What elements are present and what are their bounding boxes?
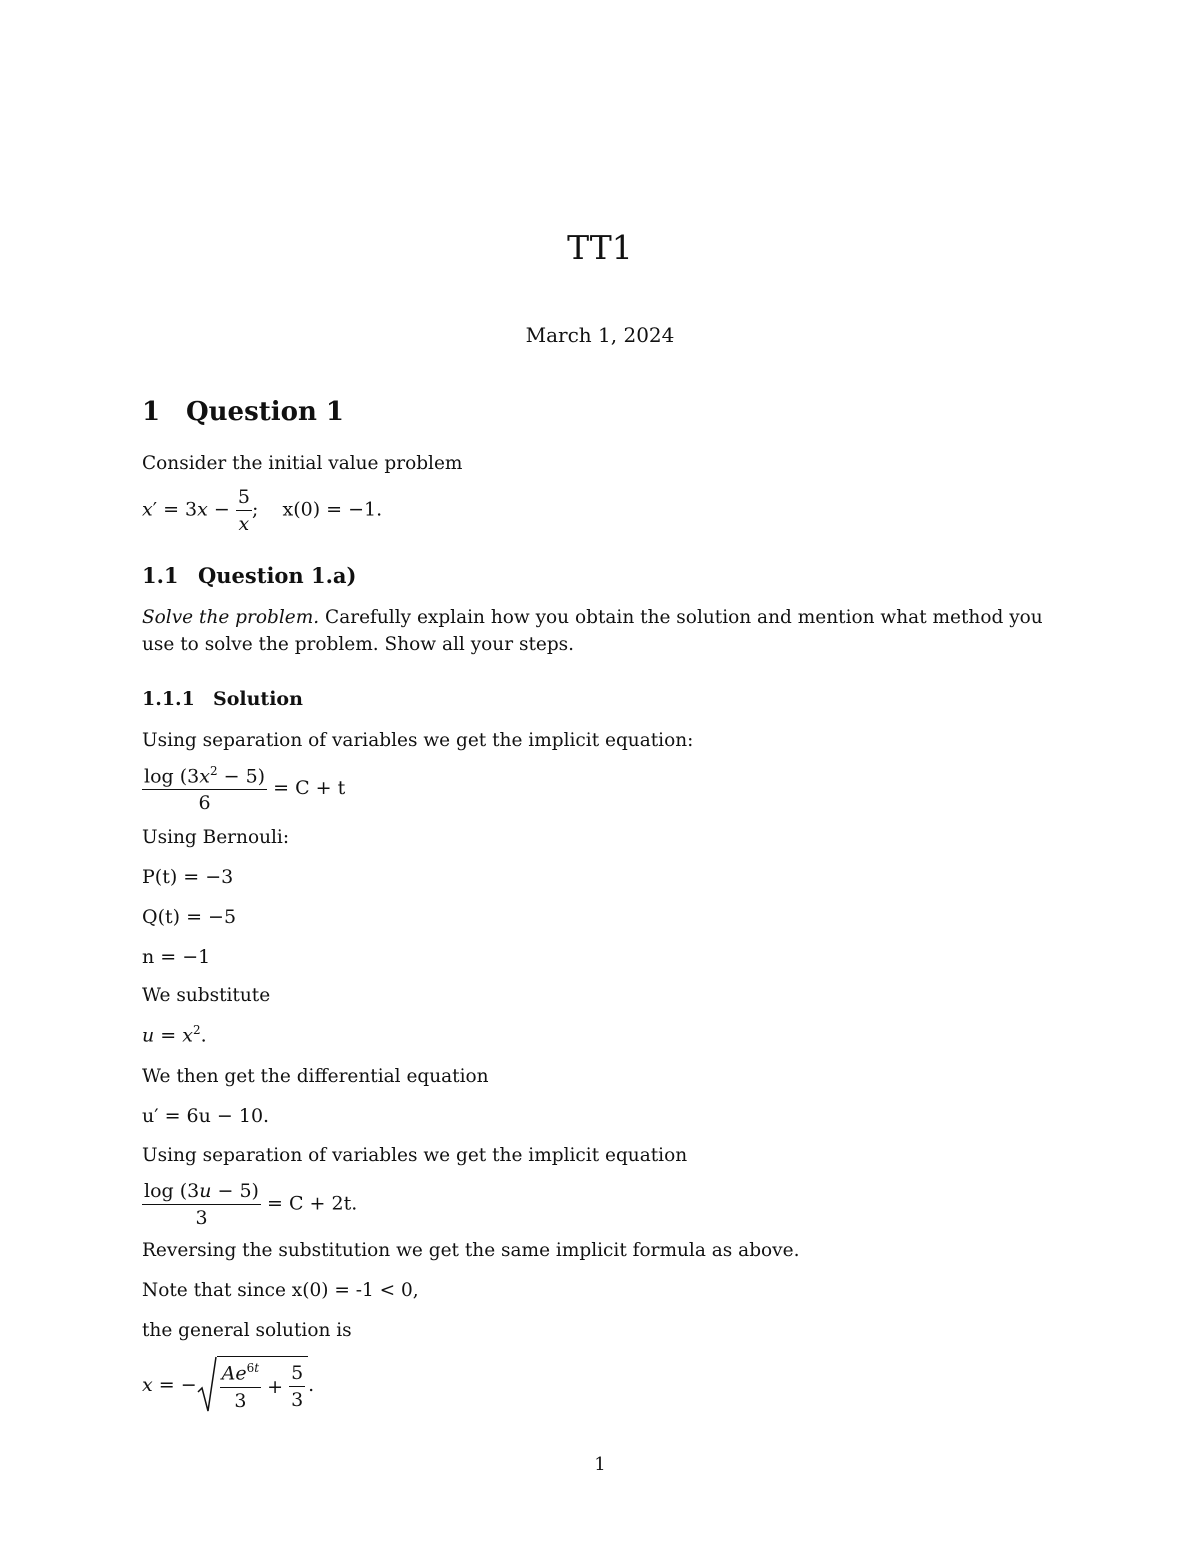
q-equation: Q(t) = −5: [142, 906, 237, 928]
instruction-rest: Carefully explain how you obtain the solution and mention what method you use to solve the problem. Show all your steps.: [142, 607, 1043, 655]
subsection-title: Question 1.a): [198, 563, 357, 588]
implicit-rhs: = C + t: [273, 777, 346, 800]
initial-condition: x(0) = −1.: [282, 498, 383, 521]
separation-text: Using separation of variables we get the implicit equation:: [142, 730, 694, 751]
p-equation: P(t) = −3: [142, 866, 234, 888]
subsubsection-title: Solution: [213, 688, 303, 710]
general-solution-equation: x = − $\frac{Ae^{6t}}{3}$ + $\frac{5}{3}$ .: [142, 1356, 314, 1414]
subsection-number: 1.1: [142, 563, 179, 588]
implicit-equation-2: $\frac{\log (3u - 5)}{3}$ = C + 2t.: [144, 1180, 358, 1229]
section-title: Question 1: [186, 397, 345, 427]
square-root: $\frac{Ae^{6t}}{3}$ + $\frac{5}{3}$: [197, 1356, 309, 1414]
diffeq-text: We then get the differential equation: [142, 1066, 489, 1087]
section-heading: [142, 397, 344, 427]
substitute-text: We substitute: [142, 985, 271, 1006]
bernoulli-text: Using Bernouli:: [142, 827, 290, 848]
document-date: March 1, 2024: [525, 323, 675, 347]
general-solution-text: the general solution is: [142, 1320, 352, 1341]
implicit-equation-1: $\frac{\log (3x^2 - 5)}{6}$ = C + t: [144, 764, 346, 815]
page-number: 1: [594, 1454, 606, 1475]
reverse-text: Reversing the substitution we get the same implicit formula as above.: [142, 1240, 800, 1261]
separation-text-2: Using separation of variables we get the implicit equation: [142, 1145, 688, 1166]
instruction-italic: Solve the problem.: [142, 607, 320, 628]
n-equation: n = −1: [142, 946, 211, 968]
section-number: 1: [142, 397, 161, 427]
fraction-5-over-x: $\frac{5}{x}$: [237, 486, 250, 535]
subsubsection-heading: [142, 688, 303, 710]
note-text: Note that since x(0) = -1 < 0,: [142, 1280, 419, 1301]
document-title: TT1: [567, 228, 633, 267]
ivp-equation: x′ = 3x − $\frac{5}{x}$ ; x(0) = −1.: [142, 486, 383, 535]
subsection-heading: [142, 563, 356, 588]
intro-text: Consider the initial value problem: [142, 453, 463, 474]
implicit2-rhs: = C + 2t.: [267, 1192, 358, 1215]
instruction-paragraph: [142, 604, 1062, 658]
substitution-equation: $u = x^2$.: [142, 1023, 207, 1047]
u-prime-equation: u′ = 6u − 10.: [142, 1105, 270, 1127]
subsubsection-number: 1.1.1: [142, 688, 195, 710]
